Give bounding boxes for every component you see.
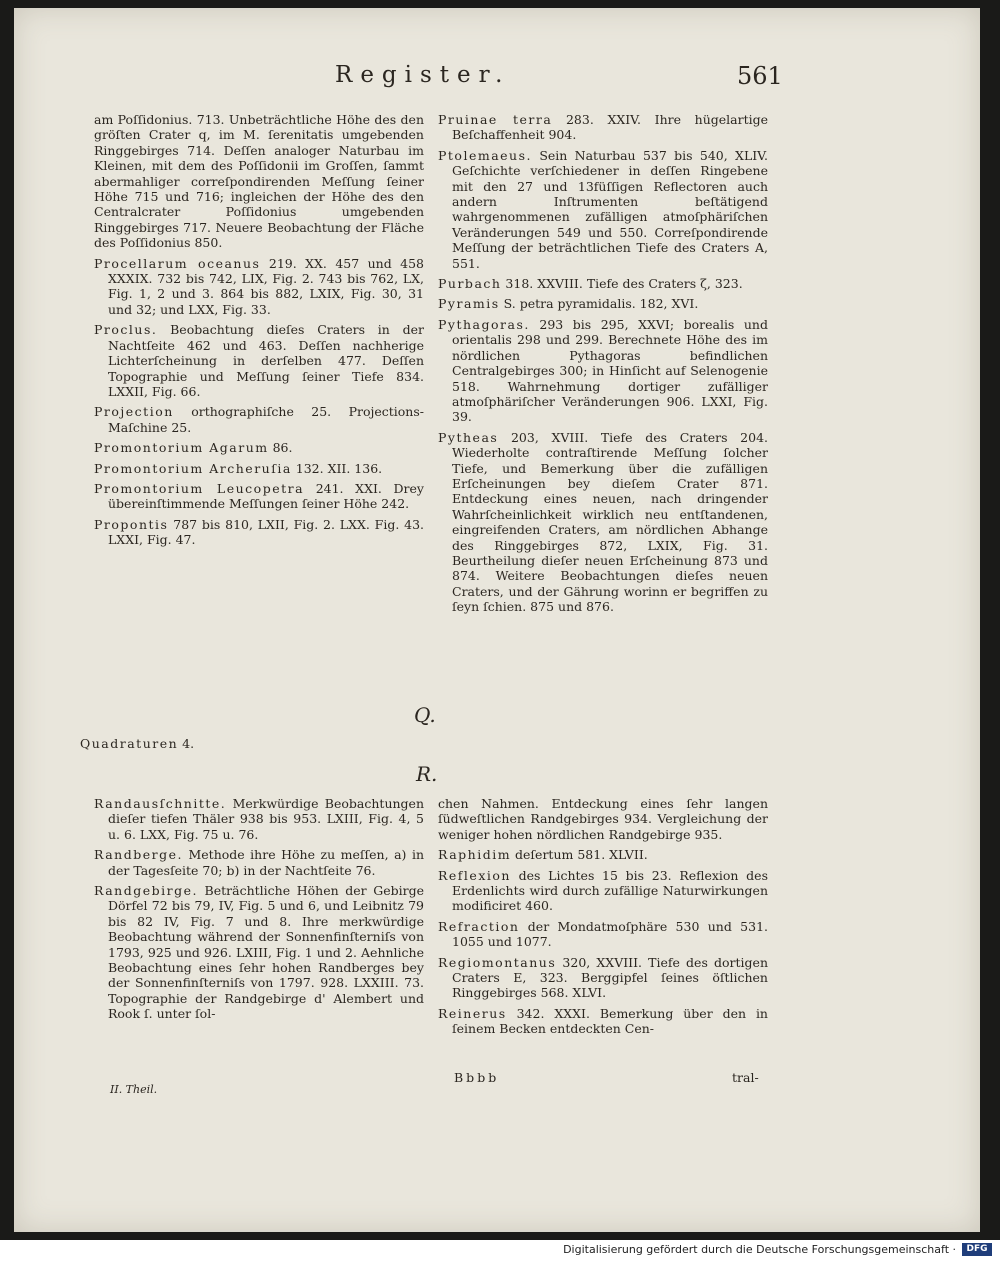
register-entry: [94, 517, 424, 548]
footer-credit: Digitalisierung gefördert durch die Deutsche Forschungsgemeinschaft ·: [563, 1243, 956, 1256]
register-entry: [94, 461, 424, 476]
entry-text: 4.: [178, 736, 195, 751]
entry-text: des Lichtes 15 bis 23. Reflexion des Erdenlichts wird durch zufällige Naturwirkungen modificiret 460.: [452, 867, 768, 914]
entry-head: Ptolemaeus.: [438, 147, 532, 163]
register-entry: [94, 440, 424, 455]
entry-head: Quadraturen: [80, 736, 179, 751]
entry-head: Randberge.: [94, 847, 183, 863]
column-top-left: [94, 112, 424, 553]
entry-head: Pyramis: [438, 296, 500, 312]
dfg-logo: DFG: [962, 1243, 992, 1256]
entry-head: Propontis: [94, 516, 169, 532]
entry-head: Procellarum oceanus: [94, 255, 261, 271]
column-top-right: [438, 112, 768, 620]
entry-text: 293 bis 295, XXVI; borealis und orientalis 298 und 299. Berechnete Höhe des im nördlichen Pythagoras befindlichen Centralgebirges 300; in Hinſicht auf Selenogenie 518. Wahrnehmung dortiger zufälliger atmoſphäriſcher Veränderungen 906. LXXI, Fig. 39.: [452, 316, 768, 425]
entry-quadraturen: [80, 736, 380, 756]
entry-text: 283. XXIV. Ihre hügelartige Beſchaffenheit 904.: [452, 112, 768, 143]
section-letter-q: Q.: [414, 703, 436, 727]
register-entry: [438, 112, 768, 143]
entry-head: Pytheas: [438, 429, 499, 445]
column-bottom-left: [94, 796, 424, 1027]
entry-head: Proclus.: [94, 322, 158, 338]
entry-head: Regiomontanus: [438, 954, 557, 970]
entry-head: Promontorium Agarum: [94, 440, 269, 456]
entry-text: Beobachtung dieſes Craters in der Nachtſeite 462 und 463. Deſſen nachherige Lichterſcheinung in derſelben 477. Deſſen Topographie und Meſſung ſeiner Tiefe 834. LXXII, Fig. 66.: [108, 322, 424, 399]
entry-text: 320, XXVIII. Tiefe des dortigen Craters E, 323. Berggipfel ſeines öſtlichen Ringgebirges 568. XLVI.: [452, 954, 768, 1001]
entry-text: Beträchtliche Höhen der Gebirge Dörfel 72 bis 79, IV, Fig. 5 und 6, und Leibnitz 79 bis 82 IV, Fig. 7 und 8. Ihre merkwürdige Beobachtung während der Sonnenfinſterniſs von 1793, 925 und 926. LXIII, Fig. 1 und 2. Aehnliche Beobachtung eines ſehr hohen Randberges bey der Sonnenfinſterniſs von 1797. 928. LXXIII. 73. Topographie der Randgebirge d' Alembert und Rook ſ. unter ſol-: [108, 883, 424, 1022]
register-entry: [438, 276, 768, 291]
register-entry: [438, 148, 768, 271]
register-entry: [94, 322, 424, 399]
register-entry: [438, 955, 768, 1001]
catchword: tral-: [732, 1070, 759, 1085]
entry-text: 318. XXVIII. Tiefe des Craters ζ, 323.: [501, 276, 743, 292]
entry-head: Reinerus: [438, 1005, 507, 1021]
entry-text: 86.: [268, 440, 293, 456]
entry-head: Raphidim: [438, 847, 512, 863]
entry-head: Pruinae terra: [438, 112, 553, 127]
entry-text: 787 bis 810, LXII, Fig. 2. LXX. Fig. 43. LXXI, Fig. 47.: [108, 516, 424, 548]
signature-mark: Bbbb: [454, 1070, 500, 1085]
register-entry: [94, 404, 424, 435]
register-entry: [94, 112, 424, 251]
entry-head: Pythagoras.: [438, 316, 530, 332]
entry-text: Merkwürdige Beobachtungen dieſer tiefen Thäler 938 bis 953. LXIII, Fig. 4, 5 u. 6. LXX, Fig. 75 u. 76.: [108, 796, 424, 842]
entry-head: Projection: [94, 404, 174, 420]
column-bottom-right: [438, 796, 768, 1042]
register-entry: [438, 919, 768, 950]
register-entry: [94, 256, 424, 318]
entry-head: Randgebirge.: [94, 883, 198, 899]
entry-text: orthographiſche 25. Projections-Maſchine 25.: [108, 404, 424, 435]
entry-text: 219. XX. 457 und 458 XXXIX. 732 bis 742, LIX, Fig. 2. 743 bis 762, LX, Fig. 1, 2 und 3. 864 bis 882, LXIX, Fig. 30, 31 und 32; und LXX, Fig. 33.: [108, 255, 424, 317]
entry-text: 132. XII. 136.: [291, 460, 383, 476]
entry-head: Promontorium Archeruſia: [94, 460, 292, 476]
entry-text: S. petra pyramidalis. 182, XVI.: [499, 296, 699, 312]
running-head: Register.: [335, 62, 511, 88]
register-entry: [94, 481, 424, 512]
register-entry: [438, 317, 768, 425]
entry-text: deſertum 581. XLVII.: [511, 847, 648, 863]
register-entry: [94, 796, 424, 842]
page-number: 561: [737, 62, 783, 90]
entry-text: Methode ihre Höhe zu meſſen, a) in der Tagesſeite 70; b) in der Nachtſeite 76.: [108, 847, 424, 878]
entry-head: Randausſchnitte.: [94, 796, 227, 811]
register-entry: [438, 1006, 768, 1037]
register-entry: [438, 868, 768, 914]
entry-text: 203, XVIII. Tiefe des Craters 204. Wiederholte contraſtirende Meſſung ſolcher Tiefe, und Bemerkung über die zufälligen Erſcheinungen bey dieſem Crater 871. Entdeckung eines neuen, nach dringender Wahrſcheinlichkeit wirklich neu entſtandenen, eingreifenden Craters, am nördlichen Abhange des Ringgebirges 872, LXIX, Fig. 31. Beurtheilung dieſer neuen Erſcheinung 873 und 874. Weitere Beobachtungen dieſes neuen Craters, und der Gährung worinn er begriffen zu ſeyn ſchien. 875 und 876.: [452, 429, 768, 615]
register-entry: [94, 847, 424, 878]
register-entry: [438, 430, 768, 615]
register-entry: [438, 296, 768, 311]
entry-text: 241. XXI. Drey übereinſtimmende Meſſungen ſeiner Höhe 242.: [108, 480, 424, 512]
entry-head: Reflexion: [438, 867, 511, 883]
register-entry: [94, 883, 424, 1022]
entry-text: Sein Naturbau 537 bis 540, XLIV. Geſchichte verſchiedener in deſſen Ringebene mit den 27 und 13füſſigen Reflectoren auch andern Inſtrumenten beſtätigend wahrgenommenen zufälligen atmoſphäriſchen Veränderungen 549 und 550. Correſpondirende Meſſung der beträchtlichen Tiefe des Craters A, 551.: [452, 147, 768, 271]
entry-text: der Mondatmoſphäre 530 und 531. 1055 und 1077.: [452, 918, 768, 950]
entry-head: Refraction: [438, 918, 520, 934]
entry-text: 342. XXXI. Bemerkung über den in ſeinem Becken entdeckten Cen-: [452, 1005, 768, 1037]
register-entry: [438, 796, 768, 842]
entry-head: Purbach: [438, 276, 502, 292]
signature-volume: II. Theil.: [110, 1083, 158, 1096]
register-entry: [438, 847, 768, 862]
entry-text: am Poſſidonius. 713. Unbeträchtliche Höhe des den gröſten Crater q, im M. ſerenitatis umgebenden Ringgebirges 714. Deſſen analoger Naturbau im Kleinen, mit dem des Poſſidonii im Groſſen, ſammt abermahliger correſpondirenden Meſſung ſeiner Höhe 715 und 716; ingleichen der Höhe des den Centralcrater Poſſidonius umgebenden Ringgebirges 717. Neuere Beobachtung der Fläche des Poſſidonius 850.: [94, 112, 424, 251]
entry-head: Promontorium Leucopetra: [94, 480, 305, 496]
section-letter-r: R.: [416, 762, 438, 786]
entry-text: chen Nahmen. Entdeckung eines ſehr langen ſüdweſtlichen Randgebirges 934. Vergleichung der weniger hohen nördlichen Randgebirge 935.: [438, 796, 768, 842]
